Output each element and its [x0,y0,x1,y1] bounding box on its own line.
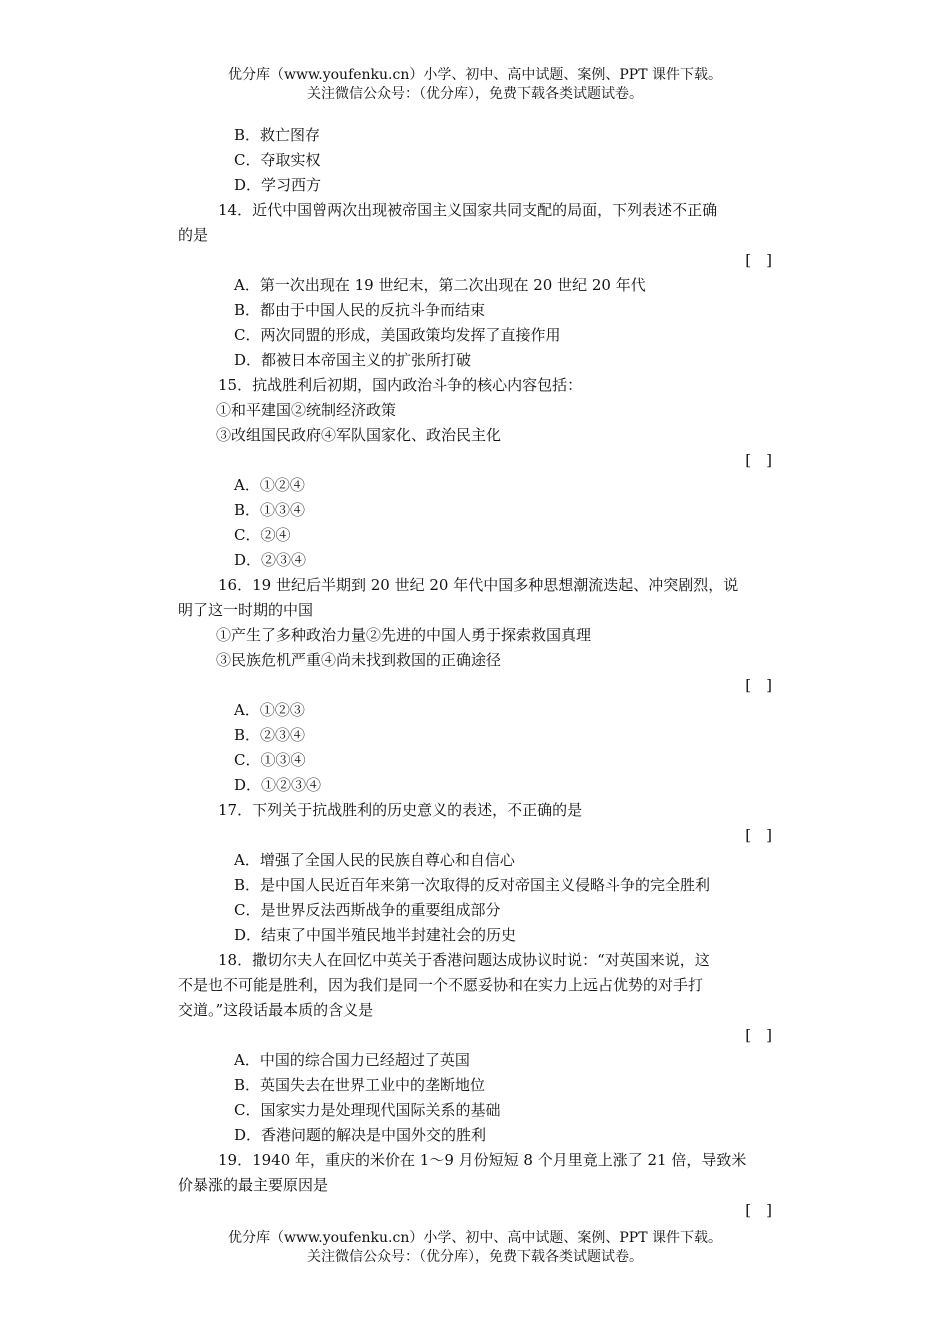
q14-option-d: D．都被日本帝国主义的扩张所打破 [234,351,472,369]
q18-answer-bracket: [ ] [745,1026,772,1044]
q17-option-a: A．增强了全国人民的民族自尊心和自信心 [234,851,515,869]
q19-stem-line-2: 价暴涨的最主要原因是 [178,1176,329,1194]
q14-option-b: B．都由于中国人民的反抗斗争而结束 [234,301,486,319]
q15-option-c: C．②④ [234,526,291,544]
q14-stem-line-1: 14．近代中国曾两次出现被帝国主义国家共同支配的局面，下列表述不正确 [218,201,718,219]
q16-answer-bracket: [ ] [745,676,772,694]
q13-option-c: C．夺取实权 [234,151,321,169]
q19-stem-line-1: 19．1940 年，重庆的米价在 1～9 月份短短 8 个月里竟上涨了 21 倍，导致米 [218,1151,747,1169]
question-content [178,123,776,1223]
q16-stem-line-1: 16．19 世纪后半期到 20 世纪 20 年代中国多种思想潮流迭起、冲突剧烈，说 [218,576,739,594]
q13-option-d: D．学习西方 [234,176,322,194]
q17-answer-bracket: [ ] [745,826,772,844]
q14-option-a: A．第一次出现在 19 世纪末，第二次出现在 20 世纪 20 年代 [234,276,646,294]
q15-item-line-1: ①和平建国②统制经济政策 [216,401,397,419]
header-line-1: 优分库（www.youfenku.cn）小学、初中、高中试题、案例、PPT 课件下载。 [227,67,722,83]
q18-option-c: C．国家实力是处理现代国际关系的基础 [234,1101,501,1119]
q15-option-b: B．①③④ [234,501,306,519]
q17-stem-line-1: 17．下列关于抗战胜利的历史意义的表述，不正确的是 [218,801,583,819]
q18-option-d: D．香港问题的解决是中国外交的胜利 [234,1126,487,1144]
q18-stem-line-2: 不是也不可能是胜利，因为我们是同一个不愿妥协和在实力上远占优势的对手打 [178,976,704,994]
q16-option-a: A．①②③ [234,701,305,719]
q16-option-c: C．①③④ [234,751,306,769]
q18-option-b: B．英国失去在世界工业中的垄断地位 [234,1076,486,1094]
q19-answer-bracket: [ ] [745,1201,772,1219]
q18-stem-line-1: 18．撒切尔夫人在回忆中英关于香港问题达成协议时说：“对英国来说，这 [218,951,710,969]
q16-item-line-1: ①产生了多种政治力量②先进的中国人勇于探索救国真理 [216,626,592,644]
q15-stem-line-1: 15．抗战胜利后初期，国内政治斗争的核心内容包括： [218,376,583,394]
q16-stem-line-2: 明了这一时期的中国 [178,601,314,619]
q14-answer-bracket: [ ] [745,251,772,269]
q16-item-line-2: ③民族危机严重④尚未找到救国的正确途径 [216,651,502,669]
page-header [0,66,950,104]
header-line-2: 关注微信公众号：（优分库），免费下载各类试题试卷。 [307,86,643,102]
q16-option-b: B．②③④ [234,726,306,744]
q14-stem-line-2: 的是 [178,226,209,244]
q17-option-d: D．结束了中国半殖民地半封建社会的历史 [234,926,517,944]
q16-option-d: D．①②③④ [234,776,322,794]
footer-line-2: 关注微信公众号：（优分库），免费下载各类试题试卷。 [307,1249,643,1265]
q14-option-c: C．两次同盟的形成，美国政策均发挥了直接作用 [234,326,561,344]
page-footer [0,1229,950,1267]
q13-option-b: B．救亡图存 [234,126,321,144]
q15-option-a: A．①②④ [234,476,305,494]
q17-option-c: C．是世界反法西斯战争的重要组成部分 [234,901,501,919]
q15-item-line-2: ③改组国民政府④军队国家化、政治民主化 [216,426,502,444]
q15-answer-bracket: [ ] [745,451,772,469]
q18-stem-line-3: 交道。”这段话最本质的含义是 [178,1001,374,1019]
q17-option-b: B．是中国人民近百年来第一次取得的反对帝国主义侵略斗争的完全胜利 [234,876,711,894]
footer-line-1: 优分库（www.youfenku.cn）小学、初中、高中试题、案例、PPT 课件下载。 [227,1230,722,1246]
q18-option-a: A．中国的综合国力已经超过了英国 [234,1051,470,1069]
q15-option-d: D．②③④ [234,551,307,569]
